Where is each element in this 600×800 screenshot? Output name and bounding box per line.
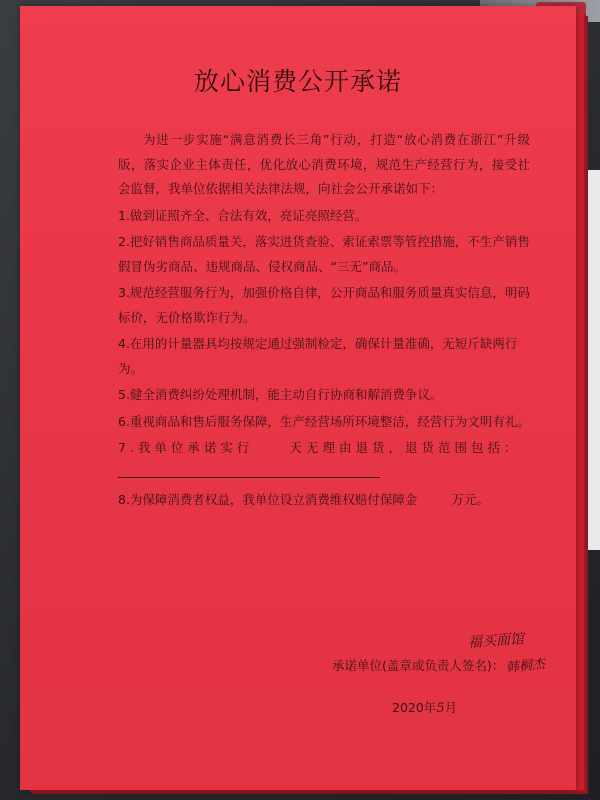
item-3: 3.规范经营服务行为，加强价格自律，公开商品和服务质量真实信息，明码标价，无价格欺诈行为。: [118, 285, 530, 325]
side-paper: [582, 170, 600, 550]
item-8-text-a: 8.为保障消费者权益，我单位设立消费维权赔付保障金: [118, 492, 418, 507]
item-6: 6.重视商品和售后服务保障，生产经营场所环境整洁，经营行为文明有礼。: [118, 413, 530, 429]
date-month: 5: [436, 701, 445, 716]
return-scope-blank: [118, 461, 380, 478]
item-7: [118, 436, 530, 486]
item-8: [118, 488, 530, 513]
item-2: 2.把好销售商品质量关，落实进货查验、索证索票等管控措施，不生产销售假冒伪劣商品、违规商品、侵权商品、“三无”商品。: [118, 234, 530, 274]
handwritten-signature: 韩桐杰: [505, 657, 546, 677]
document-body: [118, 128, 530, 515]
item-5: 5.健全消费纠纷处理机制，能主动自行协商和解消费争议。: [118, 387, 443, 402]
item-8-text-b: 万元。: [451, 492, 489, 507]
document-title: 放心消费公开承诺: [193, 67, 402, 96]
item-7-text-b: 天无理由退货，退货范围包括：: [289, 440, 521, 455]
commitment-sheet: [20, 6, 576, 790]
intro-paragraph: 为进一步实施“满意消费长三角”行动，打造“放心消费在浙江”升级版，落实企业主体责任，优化放心消费环境，规范生产经营行为，接受社会监督，我单位依据相关法律法规，向社会公开承诺如下：: [118, 132, 530, 196]
signature-block: [332, 654, 545, 679]
item-1: 1.做到证照齐全、合法有效，亮证亮照经营。: [118, 207, 368, 223]
item-7-text-a: 7.我单位承诺实行: [118, 440, 254, 455]
handwritten-shop-name: 福买面馆: [467, 631, 525, 651]
date-month-suffix: 月: [444, 700, 458, 715]
item-4: 4.在用的计量器具均按规定通过强制检定，确保计量准确，无短斤缺两行为。: [118, 336, 518, 376]
date-year: 2020年: [392, 700, 437, 715]
date-line: [392, 698, 457, 716]
signature-label: 承诺单位(盖章或负责人签名)：: [332, 658, 505, 673]
